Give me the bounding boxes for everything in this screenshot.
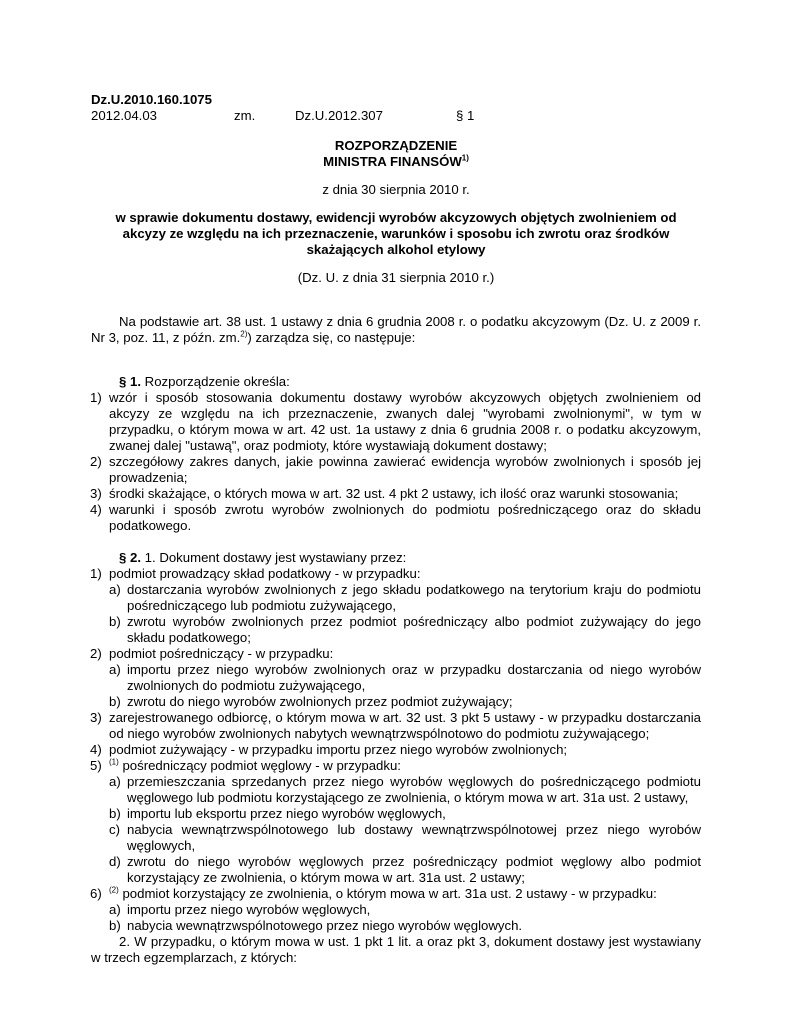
item-number: 5) — [90, 758, 102, 773]
preamble-text-b: ) zarządza się, co następuje: — [247, 330, 416, 345]
sub-item — [91, 582, 701, 614]
item-number: 3) — [90, 486, 102, 501]
amendment-section: § 1 — [456, 108, 475, 123]
par2-para2: 2. W przypadku, o którym mowa w ust. 1 pkt 1 lit. a oraz pkt 3, dokument dostawy jest wystawiany w trzech egzemplarzach, z których: — [91, 934, 701, 965]
item-number: 2) — [90, 454, 102, 469]
item-text: warunki i sposób zwrotu wyrobów zwolnionych do podmiotu pośredniczącego oraz do składu podatkowego. — [109, 502, 701, 533]
item-text: podmiot zużywający - w przypadku importu przez niego wyrobów zwolnionych; — [109, 742, 568, 757]
sub-item-letter: a) — [109, 774, 121, 789]
list-item — [91, 454, 701, 486]
par2-label: § 2. — [119, 550, 141, 565]
list-item — [91, 486, 701, 502]
sub-item-text: dostarczania wyrobów zwolnionych z jego składu podatkowego na terytorium kraju do podmiotu pośredniczącego lub podmiotu zużywającego, — [127, 582, 701, 613]
sub-item — [91, 918, 701, 934]
sub-item-letter: a) — [109, 662, 121, 677]
sub-item-letter: b) — [109, 918, 121, 933]
item-number: 4) — [90, 502, 102, 517]
list-item — [91, 502, 701, 534]
amendment-row — [91, 108, 701, 124]
title-line-2 — [91, 154, 701, 170]
item-text: środki skażające, o których mowa w art. 32 ust. 4 pkt 2 ustawy, ich ilość oraz warunki stosowania; — [109, 486, 679, 501]
item-number: 2) — [90, 646, 102, 661]
sub-item — [91, 662, 701, 694]
sub-item — [91, 854, 701, 886]
sub-item-text: nabycia wewnątrzwspólnotowego lub dostawy wewnątrzwspólnotowej przez niego wyrobów węglowych, — [127, 822, 701, 853]
preamble-text-a: Na podstawie art. 38 ust. 1 ustawy z dnia 6 grudnia 2008 r. o podatku akcyzowym (Dz. U. z 2009 r. Nr 3, poz. 11, z późn. zm. — [91, 314, 701, 345]
sub-item-letter: a) — [109, 902, 121, 917]
item-text: podmiot prowadzący skład podatkowy - w przypadku: — [109, 566, 421, 581]
doc-id-row — [91, 92, 701, 108]
sub-item-text: nabycia wewnątrzwspólnotowego przez niego wyrobów węglowych. — [127, 918, 523, 933]
title-line-1: ROZPORZĄDZENIE — [334, 138, 458, 153]
footnote-ref-1: 1) — [461, 153, 469, 163]
list-item — [91, 566, 701, 582]
sub-item-text: przemieszczania sprzedanych przez niego wyrobów węglowych do pośredniczącego podmiotu węglowego lub podmiotu korzystającego ze zwolnienia, o którym mowa w art. 31a ust. 2 ustawy, — [127, 774, 701, 805]
sub-item-letter: a) — [109, 582, 121, 597]
publication-line: (Dz. U. z dnia 31 sierpnia 2010 r.) — [297, 270, 495, 285]
preamble — [91, 314, 701, 346]
par1-intro — [91, 374, 701, 390]
sub-item — [91, 822, 701, 854]
list-item — [91, 390, 701, 454]
date-line: z dnia 30 sierpnia 2010 r. — [322, 182, 470, 197]
list-item — [91, 758, 701, 774]
sub-item-text: importu przez niego wyrobów zwolnionych oraz w przypadku dostarczania od niego wyrobów zwolnionych do podmiotu zużywającego, — [127, 662, 701, 693]
par2-intro — [91, 550, 701, 566]
sub-item — [91, 806, 701, 822]
par2-list — [91, 566, 701, 934]
par2-intro-text: 1. Dokument dostawy jest wystawiany przez: — [141, 550, 407, 565]
par1-label: § 1. — [119, 374, 141, 389]
list-item — [91, 886, 701, 902]
sub-item-letter: c) — [109, 822, 120, 837]
item-text: podmiot pośredniczący - w przypadku: — [109, 646, 334, 661]
amendment-date: 2012.04.03 — [91, 108, 158, 123]
doc-id: Dz.U.2010.160.1075 — [91, 92, 212, 107]
subject-heading: w sprawie dokumentu dostawy, ewidencji wyrobów akcyzowych objętych zwolnieniem od akcyzy ze względu na ich przeznaczenie, warunków i sposobu ich zwrotu oraz środków skażających alkohol etylowy — [115, 210, 677, 257]
sub-item-text: zwrotu do niego wyrobów węglowych przez pośredniczący podmiot węglowy albo podmiot korzystający ze zwolnienia, o którym mowa w art. 31a ust. 2 ustawy; — [127, 854, 701, 885]
sub-item-letter: b) — [109, 694, 121, 709]
sub-item-text: importu lub eksportu przez niego wyrobów węglowych, — [127, 806, 446, 821]
document-page — [91, 92, 701, 966]
amendment-marker: (2) — [109, 885, 119, 895]
item-text: wzór i sposób stosowania dokumentu dostawy wyrobów akcyzowych objętych zwolnieniem od akcyzy ze względu na ich przeznaczenie, zwanych dalej "wyrobami zwolnionymi", w tym w przypadku, o którym mowa w art. 42 ust. 1a ustawy z dnia 6 grudnia 2008 r. o podatku akcyzowym, zwanej dalej "ustawą", oraz podmioty, które wystawiają dokument dostawy; — [109, 390, 701, 453]
sub-item — [91, 902, 701, 918]
sub-item-letter: b) — [109, 614, 121, 629]
amendment-ref: Dz.U.2012.307 — [295, 108, 383, 123]
item-number: 1) — [90, 566, 102, 581]
list-item — [91, 710, 701, 742]
list-item — [91, 742, 701, 758]
item-number: 3) — [90, 710, 102, 725]
item-number: 1) — [90, 390, 102, 405]
footnote-ref-2: 2) — [240, 329, 248, 339]
item-number: 6) — [90, 886, 102, 901]
sub-item — [91, 774, 701, 806]
sub-item-letter: d) — [109, 854, 121, 869]
sub-item-letter: b) — [109, 806, 121, 821]
item-text: podmiot korzystający ze zwolnienia, o którym mowa w art. 31a ust. 2 ustawy - w przypadku: — [118, 886, 657, 901]
par1-list — [91, 390, 701, 534]
amendment-label: zm. — [234, 108, 256, 123]
item-number: 4) — [90, 742, 102, 757]
list-item — [91, 646, 701, 662]
title-line-2-text: MINISTRA FINANSÓW — [323, 154, 462, 169]
par1-intro-text: Rozporządzenie określa: — [141, 374, 290, 389]
sub-item — [91, 694, 701, 710]
amendment-marker: (1) — [109, 757, 119, 767]
item-text: zarejestrowanego odbiorcę, o którym mowa w art. 32 ust. 3 pkt 5 ustawy - w przypadku dostarczania od niego wyrobów zwolnionych nabytych wewnątrzwspólnotowo do podmiotu zużywającego; — [109, 710, 701, 741]
sub-item-text: importu przez niego wyrobów węglowych, — [127, 902, 371, 917]
item-text: pośredniczący podmiot węglowy - w przypadku: — [118, 758, 401, 773]
sub-item-text: zwrotu wyrobów zwolnionych przez podmiot pośredniczący albo podmiot zużywający do jego składu podatkowego; — [127, 614, 701, 645]
item-text: szczegółowy zakres danych, jakie powinna zawierać ewidencja wyrobów zwolnionych i sposób jej prowadzenia; — [109, 454, 701, 485]
sub-item-text: zwrotu do niego wyrobów zwolnionych przez podmiot zużywający; — [127, 694, 513, 709]
sub-item — [91, 614, 701, 646]
